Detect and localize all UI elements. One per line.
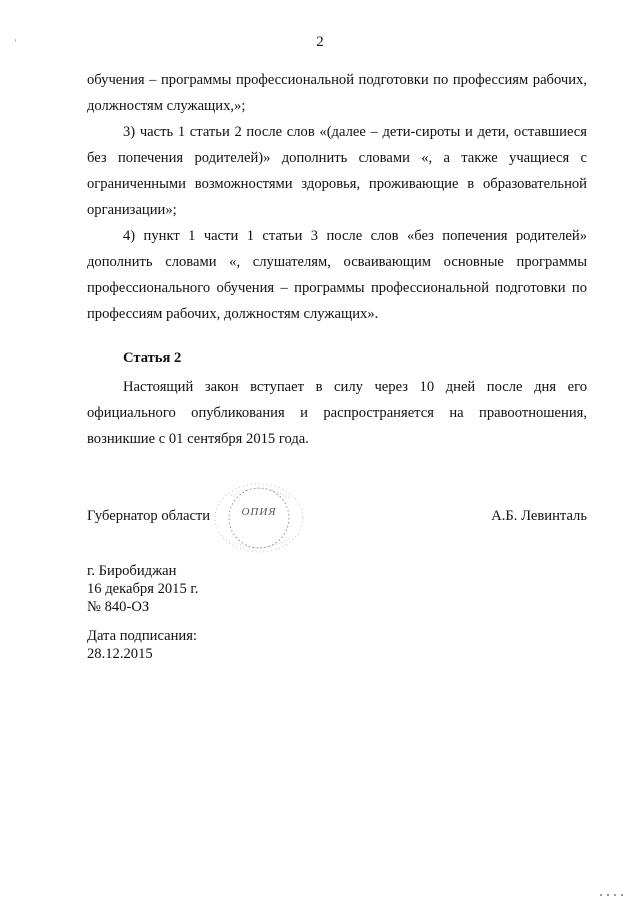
governor-name: А.Б. Левинталь	[491, 508, 587, 524]
law-number-line: № 840-ОЗ	[87, 599, 150, 615]
document-body	[87, 67, 587, 327]
date-line: 16 декабря 2015 г.	[87, 581, 199, 597]
signing-date-label: Дата подписания:	[87, 628, 197, 644]
city-line: г. Биробиджан	[87, 563, 177, 579]
svg-text:ОПИЯ: ОПИЯ	[241, 506, 277, 518]
signing-date-value: 28.12.2015	[87, 646, 153, 662]
paragraph-item-4: 4) пункт 1 части 1 статьи 3 после слов «без попечения родителей» дополнить словами «, слушателям, осваивающим основные программы профессионального обучения – программы профессиональной подготовки по профессиям рабочих, должностям служащих».	[87, 228, 587, 322]
scan-specks	[598, 893, 628, 897]
page-number: 2	[316, 34, 324, 50]
scan-speck	[14, 39, 17, 42]
paragraph-continuation: обучения – программы профессиональной подготовки по профессиям рабочих, должностям служащих,»;	[87, 72, 587, 114]
governor-title: Губернатор области	[87, 508, 211, 524]
copy-stamp-seal	[213, 482, 309, 554]
article-2-heading: Статья 2	[123, 350, 182, 366]
signing-date-block	[87, 627, 197, 663]
paragraph-item-3: 3) часть 1 статьи 2 после слов «(далее – дети-сироты и дети, оставшиеся без попечения родителей)» дополнить словами «, а также учащиеся с ограниченными возможностями здоровья, проживающие в образовательной организации»;	[87, 124, 587, 218]
place-date-number-block	[87, 562, 198, 616]
article-2-text: Настоящий закон вступает в силу через 10 дней после дня его официального опубликования и распространяется на правоотношения, возникшие с 01 сентября 2015 года.	[87, 379, 587, 447]
